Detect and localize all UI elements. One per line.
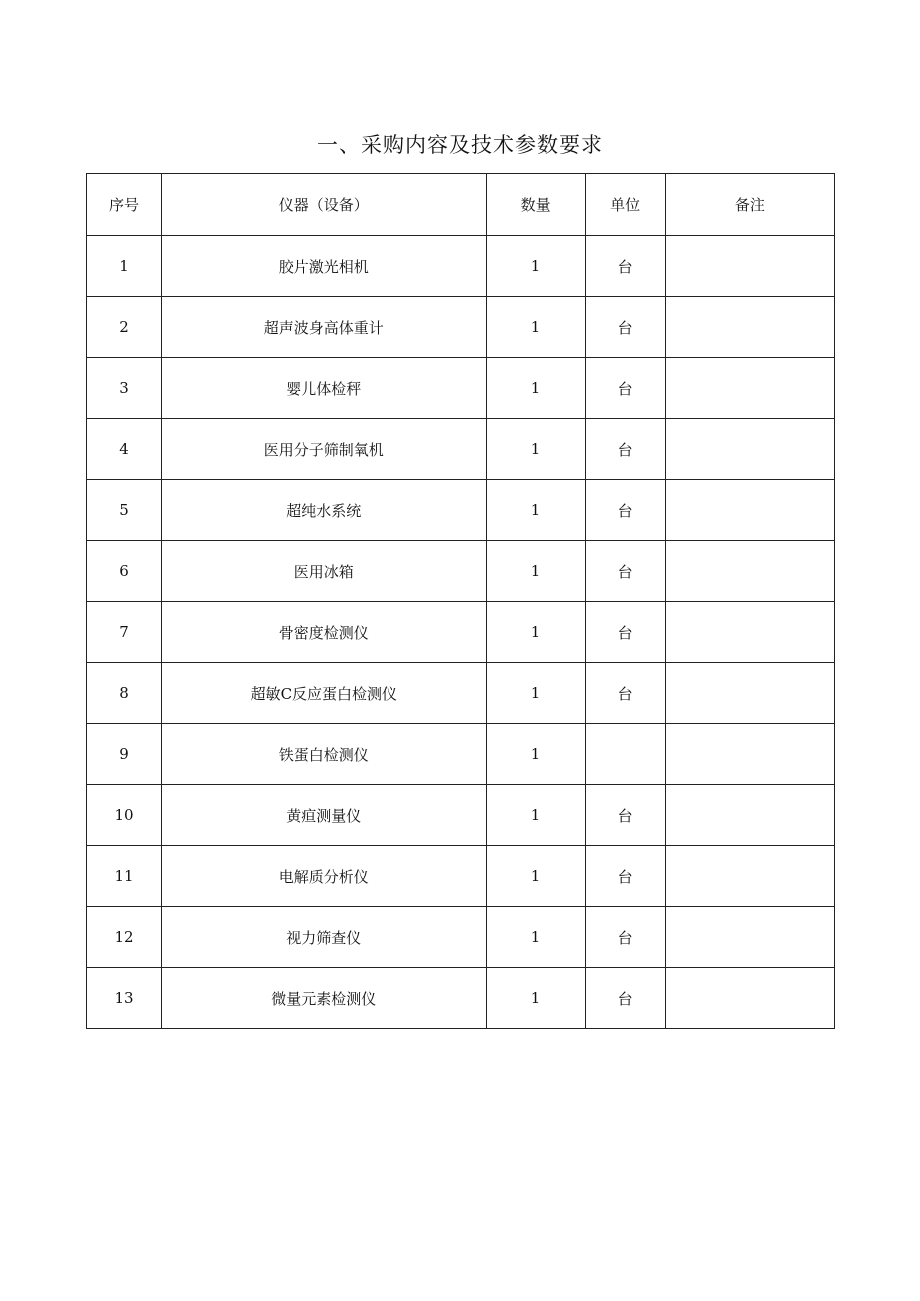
- table-row: [87, 236, 835, 297]
- cell-serial-no: 6: [87, 541, 162, 602]
- table-row: [87, 846, 835, 907]
- cell-serial-no: 3: [87, 358, 162, 419]
- cell-quantity: 1: [486, 358, 585, 419]
- cell-quantity: 1: [486, 419, 585, 480]
- table-row: [87, 480, 835, 541]
- cell-unit: 台: [585, 297, 665, 358]
- cell-remarks: [665, 907, 834, 968]
- cell-remarks: [665, 846, 834, 907]
- cell-remarks: [665, 236, 834, 297]
- cell-quantity: 1: [486, 297, 585, 358]
- table-row: [87, 297, 835, 358]
- table-row: [87, 968, 835, 1029]
- cell-unit: 台: [585, 907, 665, 968]
- cell-unit: 台: [585, 541, 665, 602]
- cell-remarks: [665, 419, 834, 480]
- cell-serial-no: 9: [87, 724, 162, 785]
- header-remarks: 备注: [665, 174, 834, 236]
- cell-instrument: 骨密度检测仪: [162, 602, 486, 663]
- cell-instrument: 婴儿体检秤: [162, 358, 486, 419]
- cell-remarks: [665, 663, 834, 724]
- table-row: [87, 907, 835, 968]
- cell-instrument: 超纯水系统: [162, 480, 486, 541]
- cell-unit: 台: [585, 846, 665, 907]
- header-serial-no: 序号: [87, 174, 162, 236]
- cell-unit: 台: [585, 785, 665, 846]
- cell-instrument: 胶片激光相机: [162, 236, 486, 297]
- cell-instrument: 超敏C反应蛋白检测仪: [162, 663, 486, 724]
- cell-instrument: 医用冰箱: [162, 541, 486, 602]
- table-row: [87, 602, 835, 663]
- cell-unit: 台: [585, 480, 665, 541]
- cell-instrument: 铁蛋白检测仪: [162, 724, 486, 785]
- cell-quantity: 1: [486, 541, 585, 602]
- cell-quantity: 1: [486, 846, 585, 907]
- cell-instrument: 电解质分析仪: [162, 846, 486, 907]
- cell-serial-no: 13: [87, 968, 162, 1029]
- cell-serial-no: 12: [87, 907, 162, 968]
- cell-serial-no: 4: [87, 419, 162, 480]
- procurement-table: [86, 173, 835, 1029]
- cell-remarks: [665, 724, 834, 785]
- cell-quantity: 1: [486, 968, 585, 1029]
- cell-remarks: [665, 968, 834, 1029]
- cell-serial-no: 5: [87, 480, 162, 541]
- header-unit: 单位: [585, 174, 665, 236]
- cell-serial-no: 2: [87, 297, 162, 358]
- cell-quantity: 1: [486, 236, 585, 297]
- cell-serial-no: 7: [87, 602, 162, 663]
- cell-unit: 台: [585, 968, 665, 1029]
- cell-quantity: 1: [486, 907, 585, 968]
- cell-instrument: 微量元素检测仪: [162, 968, 486, 1029]
- cell-remarks: [665, 785, 834, 846]
- table-row: [87, 419, 835, 480]
- cell-quantity: 1: [486, 724, 585, 785]
- cell-serial-no: 10: [87, 785, 162, 846]
- cell-instrument: 医用分子筛制氧机: [162, 419, 486, 480]
- table-header-row: [87, 174, 835, 236]
- header-instrument: 仪器（设备）: [162, 174, 486, 236]
- header-quantity: 数量: [486, 174, 585, 236]
- cell-instrument: 黄疸测量仪: [162, 785, 486, 846]
- cell-serial-no: 1: [87, 236, 162, 297]
- cell-instrument: 超声波身高体重计: [162, 297, 486, 358]
- cell-unit: 台: [585, 602, 665, 663]
- cell-instrument: 视力筛查仪: [162, 907, 486, 968]
- cell-remarks: [665, 480, 834, 541]
- cell-quantity: 1: [486, 785, 585, 846]
- table-row: [87, 541, 835, 602]
- cell-unit: 台: [585, 236, 665, 297]
- cell-remarks: [665, 358, 834, 419]
- cell-unit: 台: [585, 663, 665, 724]
- cell-unit: 台: [585, 419, 665, 480]
- cell-serial-no: 11: [87, 846, 162, 907]
- cell-quantity: 1: [486, 602, 585, 663]
- cell-quantity: 1: [486, 663, 585, 724]
- cell-remarks: [665, 297, 834, 358]
- cell-quantity: 1: [486, 480, 585, 541]
- cell-unit: [585, 724, 665, 785]
- cell-serial-no: 8: [87, 663, 162, 724]
- page-title: 一、采购内容及技术参数要求: [317, 133, 603, 157]
- cell-unit: 台: [585, 358, 665, 419]
- cell-remarks: [665, 541, 834, 602]
- table-row: [87, 785, 835, 846]
- table-row: [87, 358, 835, 419]
- table-row: [87, 724, 835, 785]
- cell-remarks: [665, 602, 834, 663]
- table-row: [87, 663, 835, 724]
